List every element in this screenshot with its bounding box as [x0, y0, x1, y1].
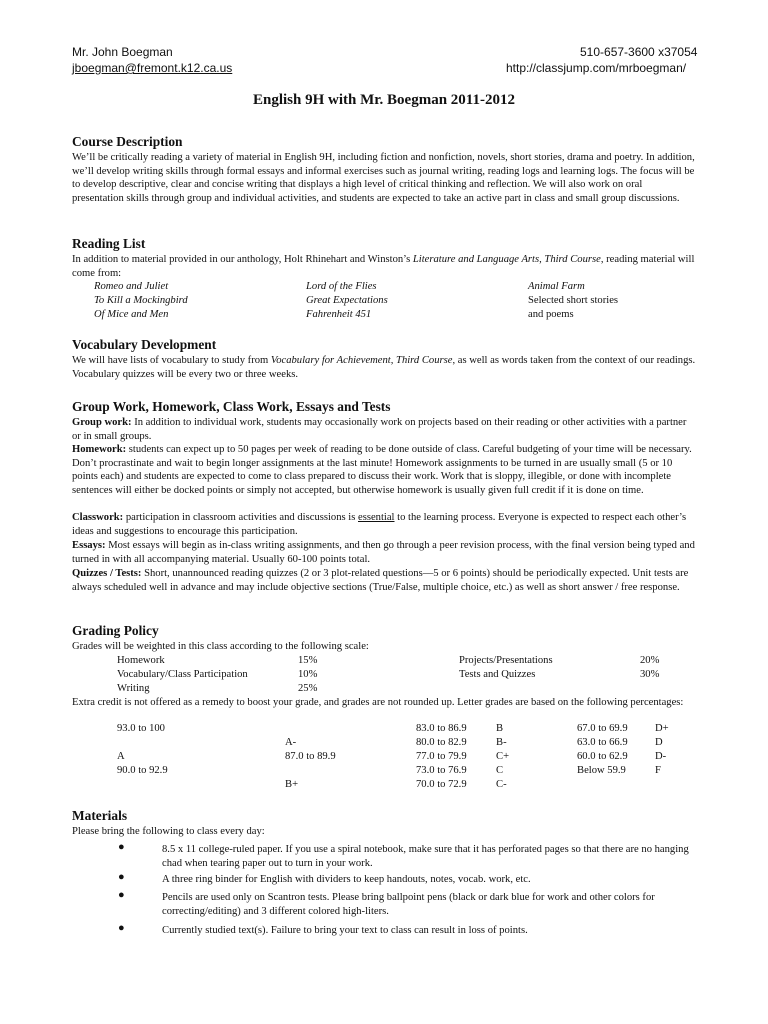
group-work-text: Group work: In addition to individual work, students may occasionally work on projects based on their reading or other activities with a partner or in small groups. [72, 417, 687, 442]
grade-cell: D- [655, 751, 667, 762]
class-website[interactable]: http://classjump.com/mrboegman/ [506, 61, 687, 75]
grade-cell: 87.0 to 89.9 [285, 751, 336, 762]
bullet-icon: ● [118, 841, 125, 853]
grade-cell: Below 59.9 [577, 765, 626, 776]
book-romeo-and-juliet: Romeo and Juliet [94, 281, 169, 292]
quizzes-tests-text: Quizzes / Tests: Short, unannounced reading quizzes (2 or 3 plot-related questions—5 or 6 points) should be periodically expected. Unit tests are always scheduled well in advance and may include objective sections (True/False, multiple choice, etc.) as well as short answer / free response. [72, 568, 689, 593]
reading-list-heading: Reading List [72, 236, 146, 251]
grade-cell: F [655, 765, 661, 776]
essays-text: Essays: Most essays will begin as in-class writing assignments, and then go through a peer revision process, with the final version being typed and turned in with all accompanying material. Usually 60-100 points total. [72, 540, 695, 565]
grade-cell: A [117, 751, 125, 762]
grade-cell: C- [496, 779, 507, 790]
bullet-icon: ● [118, 871, 125, 883]
grading-policy-heading: Grading Policy [72, 623, 159, 638]
classwork-text: Classwork: participation in classroom activities and discussions is essential to the learning process. Everyone is expected to respect each other’s ideas and suggestions to encourage this participation. [72, 512, 687, 537]
grade-cell: C [496, 765, 504, 776]
bullet-icon: ● [118, 922, 125, 934]
grade-cell: 93.0 to 100 [117, 723, 165, 734]
selected-short-stories: Selected short stories [528, 295, 619, 306]
weight-pct-tests: 30% [640, 669, 660, 680]
group-work-heading: Group Work, Homework, Class Work, Essays and Tests [72, 399, 391, 414]
grade-cell: D [655, 737, 663, 748]
materials-item: Currently studied text(s). Failure to bring your text to class can result in loss of points. [162, 925, 528, 936]
course-description-text: We’ll be critically reading a variety of material in English 9H, including fiction and nonfiction, novels, short stories, drama and poetry. In addition, we’ll develop writing skills through formal essays and informal exercises such as journal writing, reading logs and learning logs. The focus will be to develop descriptive, clear and concise writing that displays a high level of critical thinking and reflection. We will also work on oral presentation skills through group and individual activities, and students are expected to take an active part in class and small group discussions. [72, 152, 695, 204]
grading-intro: Grades will be weighted in this class according to the following scale: [72, 641, 369, 652]
weight-pct-writing: 25% [298, 683, 318, 694]
teacher-phone: 510-657-3600 x37054 [580, 45, 698, 59]
grade-cell: 80.0 to 82.9 [416, 737, 467, 748]
materials-item: 8.5 x 11 college-ruled paper. If you use a spiral notebook, make sure that it has perforated pages so that there are no hanging chad when tearing paper out to turn in your work. [162, 844, 689, 869]
weight-item-writing: Writing [117, 683, 150, 694]
weight-pct-homework: 15% [298, 655, 318, 666]
homework-text: Homework: students can expect up to 50 pages per week of reading to be done outside of class. Careful budgeting of your time will be necessary. Don’t procrastinate and wait to begin longer assignments at the last minute! Homework assignments to be turned in are usually small (5 or 10 points each) and students are expected to come to class prepared to discuss their work. Work that is sloppy, illegible, or done with incomplete sentences will either be docked points or simply not accepted, but otherwise homework is usually given full credit if it is done on time. [72, 444, 692, 496]
teacher-email-link[interactable]: jboegman@fremont.k12.ca.us [72, 61, 233, 75]
grade-cell: A- [285, 737, 297, 748]
grade-cell: B [496, 723, 504, 734]
grade-cell: B+ [285, 779, 299, 790]
grade-cell: 63.0 to 66.9 [577, 737, 628, 748]
weight-pct-vocabulary: 10% [298, 669, 318, 680]
grade-cell: 67.0 to 69.9 [577, 723, 628, 734]
anthology-title: Literature and Language Arts, Third Course [412, 254, 601, 265]
vocabulary-heading: Vocabulary Development [72, 337, 217, 352]
book-lord-of-the-flies: Lord of the Flies [306, 281, 377, 292]
weight-pct-projects: 20% [640, 655, 660, 666]
vocabulary-text: We will have lists of vocabulary to study from Vocabulary for Achievement, Third Course, as well as words taken from the context of our readings. Vocabulary quizzes will be every two or three weeks. [72, 355, 696, 380]
grade-cell: 73.0 to 76.9 [416, 765, 467, 776]
grade-cell: 70.0 to 72.9 [416, 779, 467, 790]
book-of-mice-and-men: Of Mice and Men [94, 309, 169, 320]
book-to-kill-a-mockingbird: To Kill a Mockingbird [94, 295, 188, 306]
course-description-heading: Course Description [72, 134, 183, 149]
vocab-book-title: Vocabulary for Achievement, Third Course [270, 355, 453, 366]
grade-cell: 90.0 to 92.9 [117, 765, 168, 776]
book-fahrenheit-451: Fahrenheit 451 [306, 309, 372, 320]
weight-item-projects: Projects/Presentations [459, 655, 553, 666]
book-great-expectations: Great Expectations [306, 295, 388, 306]
materials-heading: Materials [72, 808, 128, 823]
grade-cell: C+ [496, 751, 510, 762]
page-title: English 9H with Mr. Boegman 2011-2012 [253, 92, 515, 108]
bullet-icon: ● [118, 889, 125, 901]
grade-cell: 60.0 to 62.9 [577, 751, 628, 762]
extra-credit-text: Extra credit is not offered as a remedy to boost your grade, and grades are not rounded up. Letter grades are based on the following percentages: [72, 697, 684, 708]
weight-item-tests: Tests and Quizzes [459, 669, 536, 680]
book-animal-farm: Animal Farm [528, 281, 585, 292]
teacher-name: Mr. John Boegman [72, 45, 173, 59]
grade-cell: 77.0 to 79.9 [416, 751, 467, 762]
weight-item-homework: Homework [117, 655, 165, 666]
grade-cell: D+ [655, 723, 669, 734]
reading-list-intro: In addition to material provided in our anthology, Holt Rhinehart and Winston’s Literature and Language Arts, Third Course, reading material will come from: [72, 254, 695, 279]
weight-item-vocabulary: Vocabulary/Class Participation [117, 669, 248, 680]
grade-cell: 83.0 to 86.9 [416, 723, 467, 734]
grade-cell: B- [496, 737, 507, 748]
materials-item: Pencils are used only on Scantron tests. Please bring ballpoint pens (black or dark blue for work and other colors for correcting/editing) and 3 different colored high-liters. [162, 892, 655, 917]
and-poems: and poems [528, 309, 574, 320]
materials-item: A three ring binder for English with dividers to keep handouts, notes, vocab. work, etc. [162, 874, 531, 885]
materials-intro: Please bring the following to class every day: [72, 826, 265, 837]
